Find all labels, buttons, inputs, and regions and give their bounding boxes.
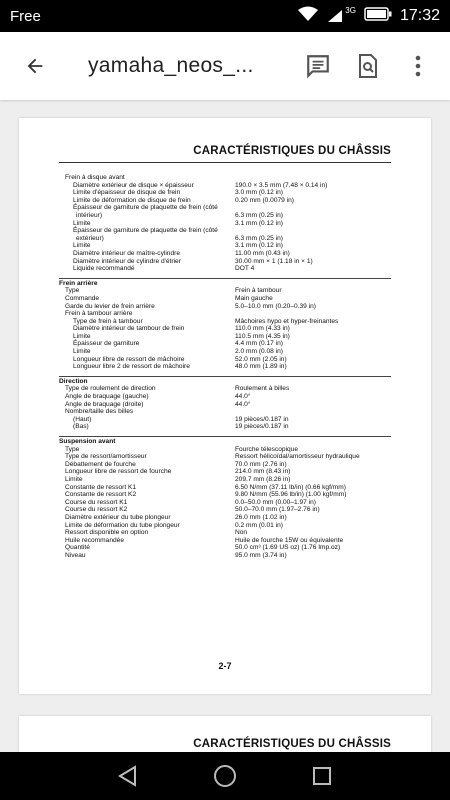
spec-row — [59, 348, 391, 356]
spec-row — [59, 506, 391, 514]
spec-value: Huile de fourche 15W ou équivalente — [235, 536, 344, 544]
comments-button[interactable] — [304, 52, 332, 80]
spec-value: 3.0 mm (0.12 in) — [235, 189, 284, 197]
spec-label: Type — [65, 287, 80, 295]
spec-label: Limite — [73, 219, 91, 227]
spec-row — [59, 204, 391, 212]
spec-label: intérieur) — [76, 211, 103, 219]
page-header-next: CARACTÉRISTIQUES DU CHÂSSIS — [193, 738, 391, 750]
spec-value: 0.2 mm (0.01 in) — [235, 521, 284, 529]
spec-value: Ressort hélicoïdal/amortisseur hydraulique — [235, 453, 360, 461]
spec-value: 3.1 mm (0.12 in) — [235, 242, 284, 250]
spec-section-heading — [59, 280, 391, 288]
spec-value: 50.0 cm³ (1.69 US oz) (1.76 Imp.oz) — [235, 544, 341, 552]
spec-label: Commande — [65, 294, 100, 302]
header-rule — [59, 162, 391, 163]
spec-row — [59, 340, 391, 348]
spec-value: 2.0 mm (0.08 in) — [235, 348, 284, 356]
spec-label: Suspension avant — [59, 438, 116, 445]
document-title: yamaha_neos_... — [88, 54, 254, 77]
spec-row — [59, 461, 391, 469]
spec-row — [59, 484, 391, 492]
status-bar — [0, 0, 450, 32]
spec-row — [59, 522, 391, 530]
wifi-icon — [297, 6, 319, 27]
spec-value: 19 pièces/0.187 in — [235, 423, 289, 431]
spec-value: 209.7 mm (8.26 in) — [235, 475, 291, 483]
spec-value: 95.0 mm (3.74 in) — [235, 551, 287, 559]
spec-row — [59, 318, 391, 326]
section-rule — [59, 376, 391, 377]
clock: 17:32 — [399, 7, 440, 24]
spec-value: 44.0° — [235, 393, 251, 401]
spec-row — [59, 491, 391, 499]
more-options-button[interactable] — [404, 52, 432, 80]
spec-label: Limite de déformation du tube plongeur — [65, 521, 180, 529]
spec-value: 6.3 mm (0.25 in) — [235, 211, 284, 219]
spec-label: Course du ressort K2 — [65, 506, 128, 514]
spec-row — [59, 401, 391, 409]
section-gap — [59, 273, 391, 277]
spec-row — [59, 423, 391, 431]
spec-value: 6.3 mm (0.25 in) — [235, 234, 284, 242]
spec-row — [59, 212, 391, 220]
spec-value: 110.5 mm (4.35 in) — [235, 332, 290, 340]
spec-label: Longueur libre de ressort de mâchoire — [73, 355, 185, 363]
spec-row — [59, 408, 391, 416]
spec-value: Frein à tambour — [235, 287, 282, 295]
spec-label: Huile recommandée — [65, 536, 125, 544]
spec-label: Diamètre extérieur du tube plongeur — [65, 513, 171, 521]
spec-value: 19 pièces/0.187 in — [235, 415, 289, 423]
spec-row — [59, 235, 391, 243]
spec-value: 0.0–50.0 mm (0.00–1.97 in) — [235, 498, 317, 506]
spec-row — [59, 537, 391, 545]
spec-label: Frein à tambour arrière — [65, 310, 133, 318]
spec-value: 4.4 mm (0.17 in) — [235, 340, 284, 348]
spec-row — [59, 416, 391, 424]
spec-label: Épaisseur de garniture de plaquette de frein (côté — [73, 227, 218, 235]
spec-label: Limite — [73, 242, 91, 250]
spec-value: Main gauche — [235, 294, 273, 302]
find-in-document-button[interactable] — [354, 52, 382, 80]
spec-value: 5.0–10.0 mm (0.20–0.39 in) — [235, 302, 317, 310]
signal-icon — [327, 9, 343, 23]
spec-label: Frein à disque avant — [65, 174, 125, 181]
app-bar — [0, 32, 450, 100]
spec-label: Type de frein à tambour — [73, 317, 143, 325]
spec-value: 11.00 mm (0.43 in) — [235, 249, 290, 257]
spec-row — [59, 258, 391, 266]
spec-label: Niveau — [65, 551, 86, 559]
pdf-page — [19, 118, 431, 694]
spec-row — [59, 182, 391, 190]
spec-label: (Haut) — [73, 415, 92, 423]
spec-label: Angle de braquage (droite) — [65, 400, 144, 408]
spec-label: extérieur) — [76, 234, 104, 242]
nav-home-button[interactable] — [205, 756, 245, 796]
spec-row — [59, 250, 391, 258]
spec-value: 110.0 mm (4.33 in) — [235, 325, 290, 333]
arrow-back-icon — [24, 55, 46, 77]
app-actions — [304, 52, 432, 80]
spec-value: Non — [235, 529, 248, 537]
spec-label: Limite — [73, 348, 91, 356]
document-viewer[interactable] — [0, 100, 450, 752]
spec-label: Garde du levier de frein arrière — [65, 302, 155, 310]
spec-label: Débattement de fourche — [65, 460, 136, 468]
spec-value: Mâchoires hypo et hyper-freinantes — [235, 317, 339, 325]
spec-value: 44.0° — [235, 400, 251, 408]
spec-row — [59, 446, 391, 454]
square-recents-icon — [312, 766, 332, 786]
spec-label: Course du ressort K1 — [65, 498, 128, 506]
spec-label: Type de ressort/amortisseur — [65, 453, 147, 461]
spec-row — [59, 393, 391, 401]
spec-row — [59, 529, 391, 537]
spec-row — [59, 514, 391, 522]
spec-row — [59, 453, 391, 461]
spec-label: Type — [65, 445, 80, 453]
spec-value: 26.0 mm (1.02 in) — [235, 513, 287, 521]
carrier-label: Free — [10, 7, 41, 25]
back-button[interactable] — [20, 51, 50, 81]
spec-value: 52.0 mm (2.05 in) — [235, 355, 287, 363]
spec-label: Ressort disponible en option — [65, 529, 149, 537]
spec-label: Longueur libre de ressort de fourche — [65, 468, 172, 476]
spec-label: (Bas) — [73, 423, 89, 431]
spec-row — [59, 227, 391, 235]
spec-row — [59, 499, 391, 507]
spec-section-heading — [59, 378, 391, 386]
spec-value: 48.0 mm (1.89 in) — [235, 363, 287, 371]
spec-row — [59, 295, 391, 303]
spec-label: Épaisseur de garniture de plaquette de frein (côté — [73, 204, 218, 212]
spec-label: Limite d'épaisseur de disque de frein — [73, 189, 181, 197]
spec-value: DOT 4 — [235, 265, 255, 273]
network-type: 3G — [345, 6, 356, 15]
section-gap — [59, 371, 391, 375]
spec-label: Quantité — [65, 544, 90, 552]
spec-row — [59, 174, 391, 182]
spec-row — [59, 385, 391, 393]
spec-label: Limite — [73, 332, 91, 340]
spec-value: 6.50 N/mm (37.11 lb/in) (0.66 kgf/mm) — [235, 483, 346, 491]
spec-label: Diamètre intérieur de cylindre d'étrier — [73, 257, 181, 265]
spec-table — [59, 174, 391, 560]
spec-label: Limite — [65, 475, 83, 483]
spec-label: Constante de ressort K1 — [65, 483, 137, 491]
spec-value: 190.0 × 3.5 mm (7.48 × 0.14 in) — [235, 181, 328, 189]
section-gap — [59, 431, 391, 435]
spec-label: Type de roulement de direction — [65, 385, 156, 393]
spec-row — [59, 325, 391, 333]
spec-label: Épaisseur de garniture — [73, 340, 140, 348]
spec-row — [59, 265, 391, 273]
page-header: CARACTÉRISTIQUES DU CHÂSSIS — [193, 145, 391, 157]
spec-row — [59, 242, 391, 250]
spec-label: Liquide recommandé — [73, 265, 135, 273]
spec-label: Angle de braquage (gauche) — [65, 393, 149, 401]
spec-value: 50.0–70.0 mm (1.97–2.76 in) — [235, 506, 320, 514]
spec-row — [59, 552, 391, 560]
page-number: 2-7 — [218, 661, 232, 671]
spec-row — [59, 310, 391, 318]
spec-label: Constante de ressort K2 — [65, 491, 137, 499]
battery-icon — [364, 7, 392, 26]
nav-back-button[interactable] — [108, 756, 148, 796]
more-vert-icon — [415, 55, 421, 77]
spec-label: Longueur libre 2 de ressort de mâchoire — [73, 363, 190, 371]
spec-value: 9.80 N/mm (55.96 lb/in) (1.00 kgf/mm) — [235, 491, 347, 499]
spec-row — [59, 287, 391, 295]
comment-icon — [305, 53, 331, 79]
pdf-page-next — [19, 716, 431, 752]
spec-value: 0.20 mm (0.0079 in) — [235, 196, 295, 204]
circle-home-icon — [213, 764, 237, 788]
navigation-bar — [0, 752, 450, 800]
spec-row — [59, 468, 391, 476]
spec-row — [59, 356, 391, 364]
spec-label: Frein arrière — [59, 279, 98, 287]
spec-value: Fourche télescopique — [235, 445, 299, 453]
spec-label: Limite de déformation de disque de frein — [73, 196, 191, 204]
spec-value: 214.0 mm (8.43 in) — [235, 468, 291, 476]
spec-row — [59, 189, 391, 197]
spec-row — [59, 544, 391, 552]
status-icons — [297, 6, 440, 27]
spec-label: Diamètre intérieur de maître-cylindre — [73, 249, 181, 257]
triangle-back-icon — [117, 765, 139, 787]
spec-label: Diamètre extérieur de disque × épaisseur — [73, 181, 194, 189]
document-search-icon — [356, 53, 380, 79]
spec-value: 30.00 mm × 1 (1.18 in × 1) — [235, 257, 313, 265]
spec-row — [59, 476, 391, 484]
spec-label: Nombre/taille des billes — [65, 408, 134, 416]
spec-value: Roulement à billes — [235, 385, 290, 393]
spec-label: Direction — [59, 377, 88, 385]
spec-value: 70.0 mm (2.76 in) — [235, 460, 287, 468]
section-rule — [59, 278, 391, 279]
spec-label: Diamètre intérieur de tambour de frein — [73, 325, 185, 333]
spec-row — [59, 363, 391, 371]
nav-recents-button[interactable] — [302, 756, 342, 796]
spec-row — [59, 303, 391, 311]
section-rule — [59, 436, 391, 437]
spec-section-heading — [59, 438, 391, 446]
spec-value: 3.1 mm (0.12 in) — [235, 219, 284, 227]
